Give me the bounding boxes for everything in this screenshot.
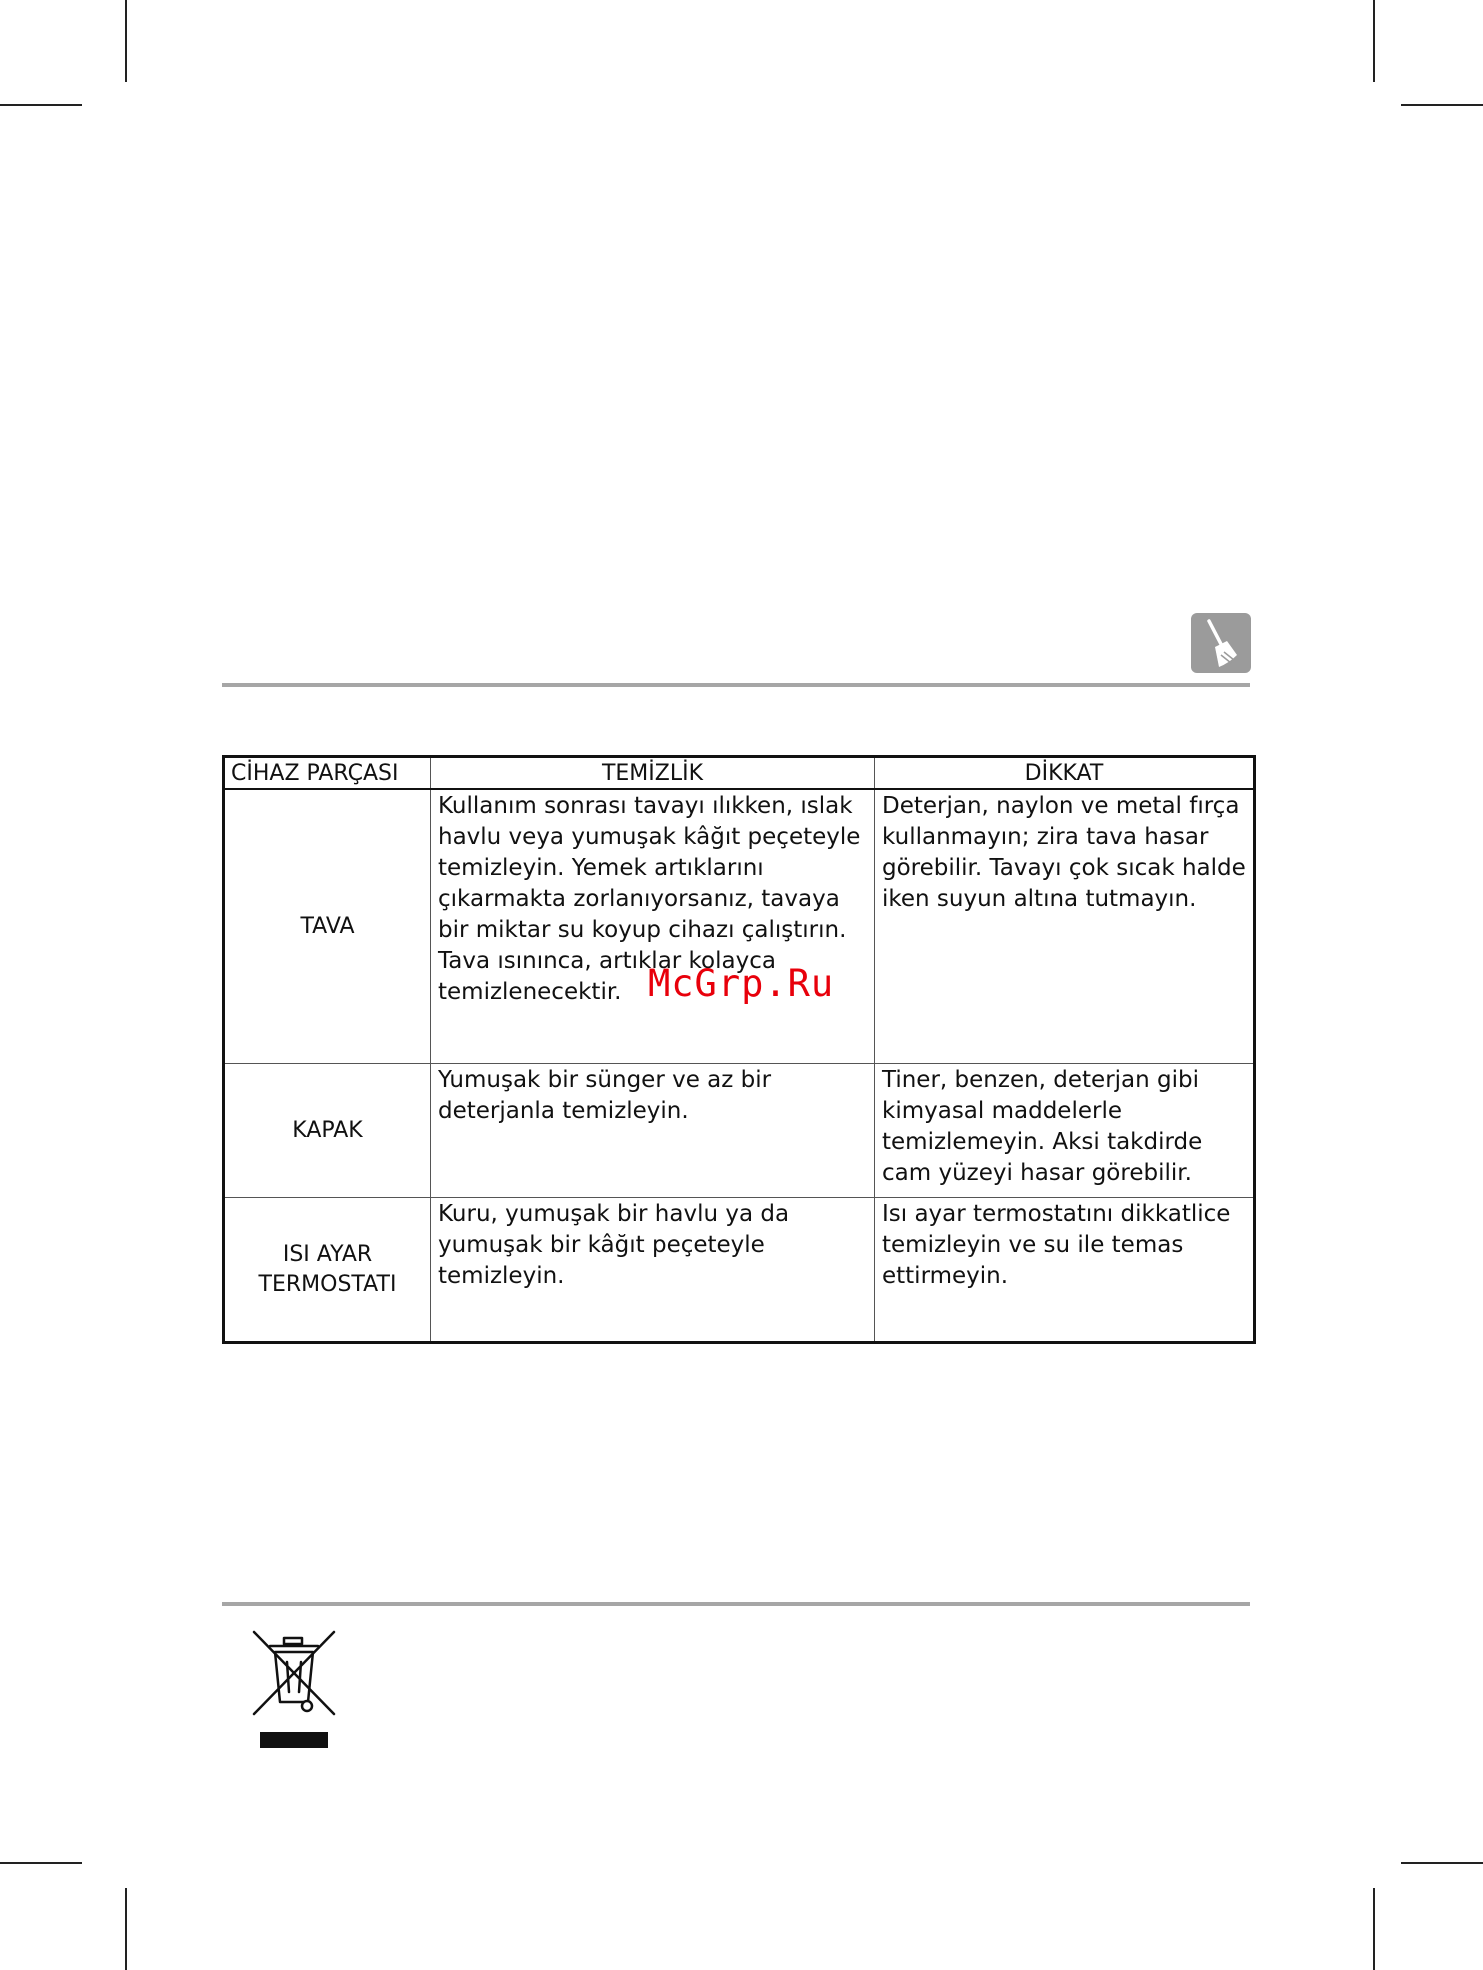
row-caution-lid: Tiner, benzen, deterjan gibi kimyasal maddelerle temizlemeyin. Aksi takdirde cam yüzeyi hasar görebilir. <box>875 1063 1255 1197</box>
row-part-pan: TAVA <box>224 789 431 1063</box>
row-cleaning-lid: Yumuşak bir sünger ve az bir deterjanla temizleyin. <box>431 1063 875 1197</box>
row-part-thermostat <box>224 1197 431 1342</box>
cleaning-table <box>222 755 1256 1344</box>
table-row <box>224 789 1255 1063</box>
table-row <box>224 1197 1255 1342</box>
crop-mark-bottom-right-h <box>1401 1862 1483 1864</box>
bottom-divider <box>222 1602 1250 1606</box>
row-cleaning-thermostat: Kuru, yumuşak bir havlu ya da yumuşak bir kâğıt peçeteyle temizleyin. <box>431 1197 875 1342</box>
row-cleaning-pan: Kullanım sonrası tavayı ılıkken, ıslak havlu veya yumuşak kâğıt peçeteyle temizleyin. Yemek artıklarını çıkarmakta zorlanıyorsanız, tavaya bir miktar su koyup cihazı çalıştırın. Tava ısınınca, artıklar kolayca temizlenecektir. <box>431 789 875 1063</box>
table-row <box>224 1063 1255 1197</box>
crossed-out-bin-icon <box>250 1628 338 1752</box>
thermostat-label-line2: TERMOSTATI <box>258 1271 397 1297</box>
broom-icon <box>1191 613 1251 673</box>
watermark: McGrp.Ru <box>648 962 835 1005</box>
row-caution-thermostat: Isı ayar termostatını dikkatlice temizleyin ve su ile temas ettirmeyin. <box>875 1197 1255 1342</box>
crop-mark-bottom-left-h <box>0 1862 82 1864</box>
crop-mark-bottom-right-v <box>1373 1888 1375 1970</box>
crop-mark-bottom-left-v <box>125 1888 127 1970</box>
crop-mark-top-right-h <box>1401 104 1483 106</box>
header-part: CİHAZ PARÇASI <box>224 757 431 790</box>
header-cleaning: TEMİZLİK <box>431 757 875 790</box>
row-part-lid: KAPAK <box>224 1063 431 1197</box>
crop-mark-top-left-v <box>125 0 127 82</box>
top-divider <box>222 683 1250 687</box>
row-caution-pan: Deterjan, naylon ve metal fırça kullanmayın; zira tava hasar görebilir. Tavayı çok sıcak halde iken suyun altına tutmayın. <box>875 789 1255 1063</box>
crop-mark-top-left-h <box>0 104 82 106</box>
crop-mark-top-right-v <box>1373 0 1375 82</box>
header-caution: DİKKAT <box>875 757 1255 790</box>
thermostat-label-line1: ISI AYAR <box>282 1241 373 1267</box>
table-header-row <box>224 757 1255 790</box>
